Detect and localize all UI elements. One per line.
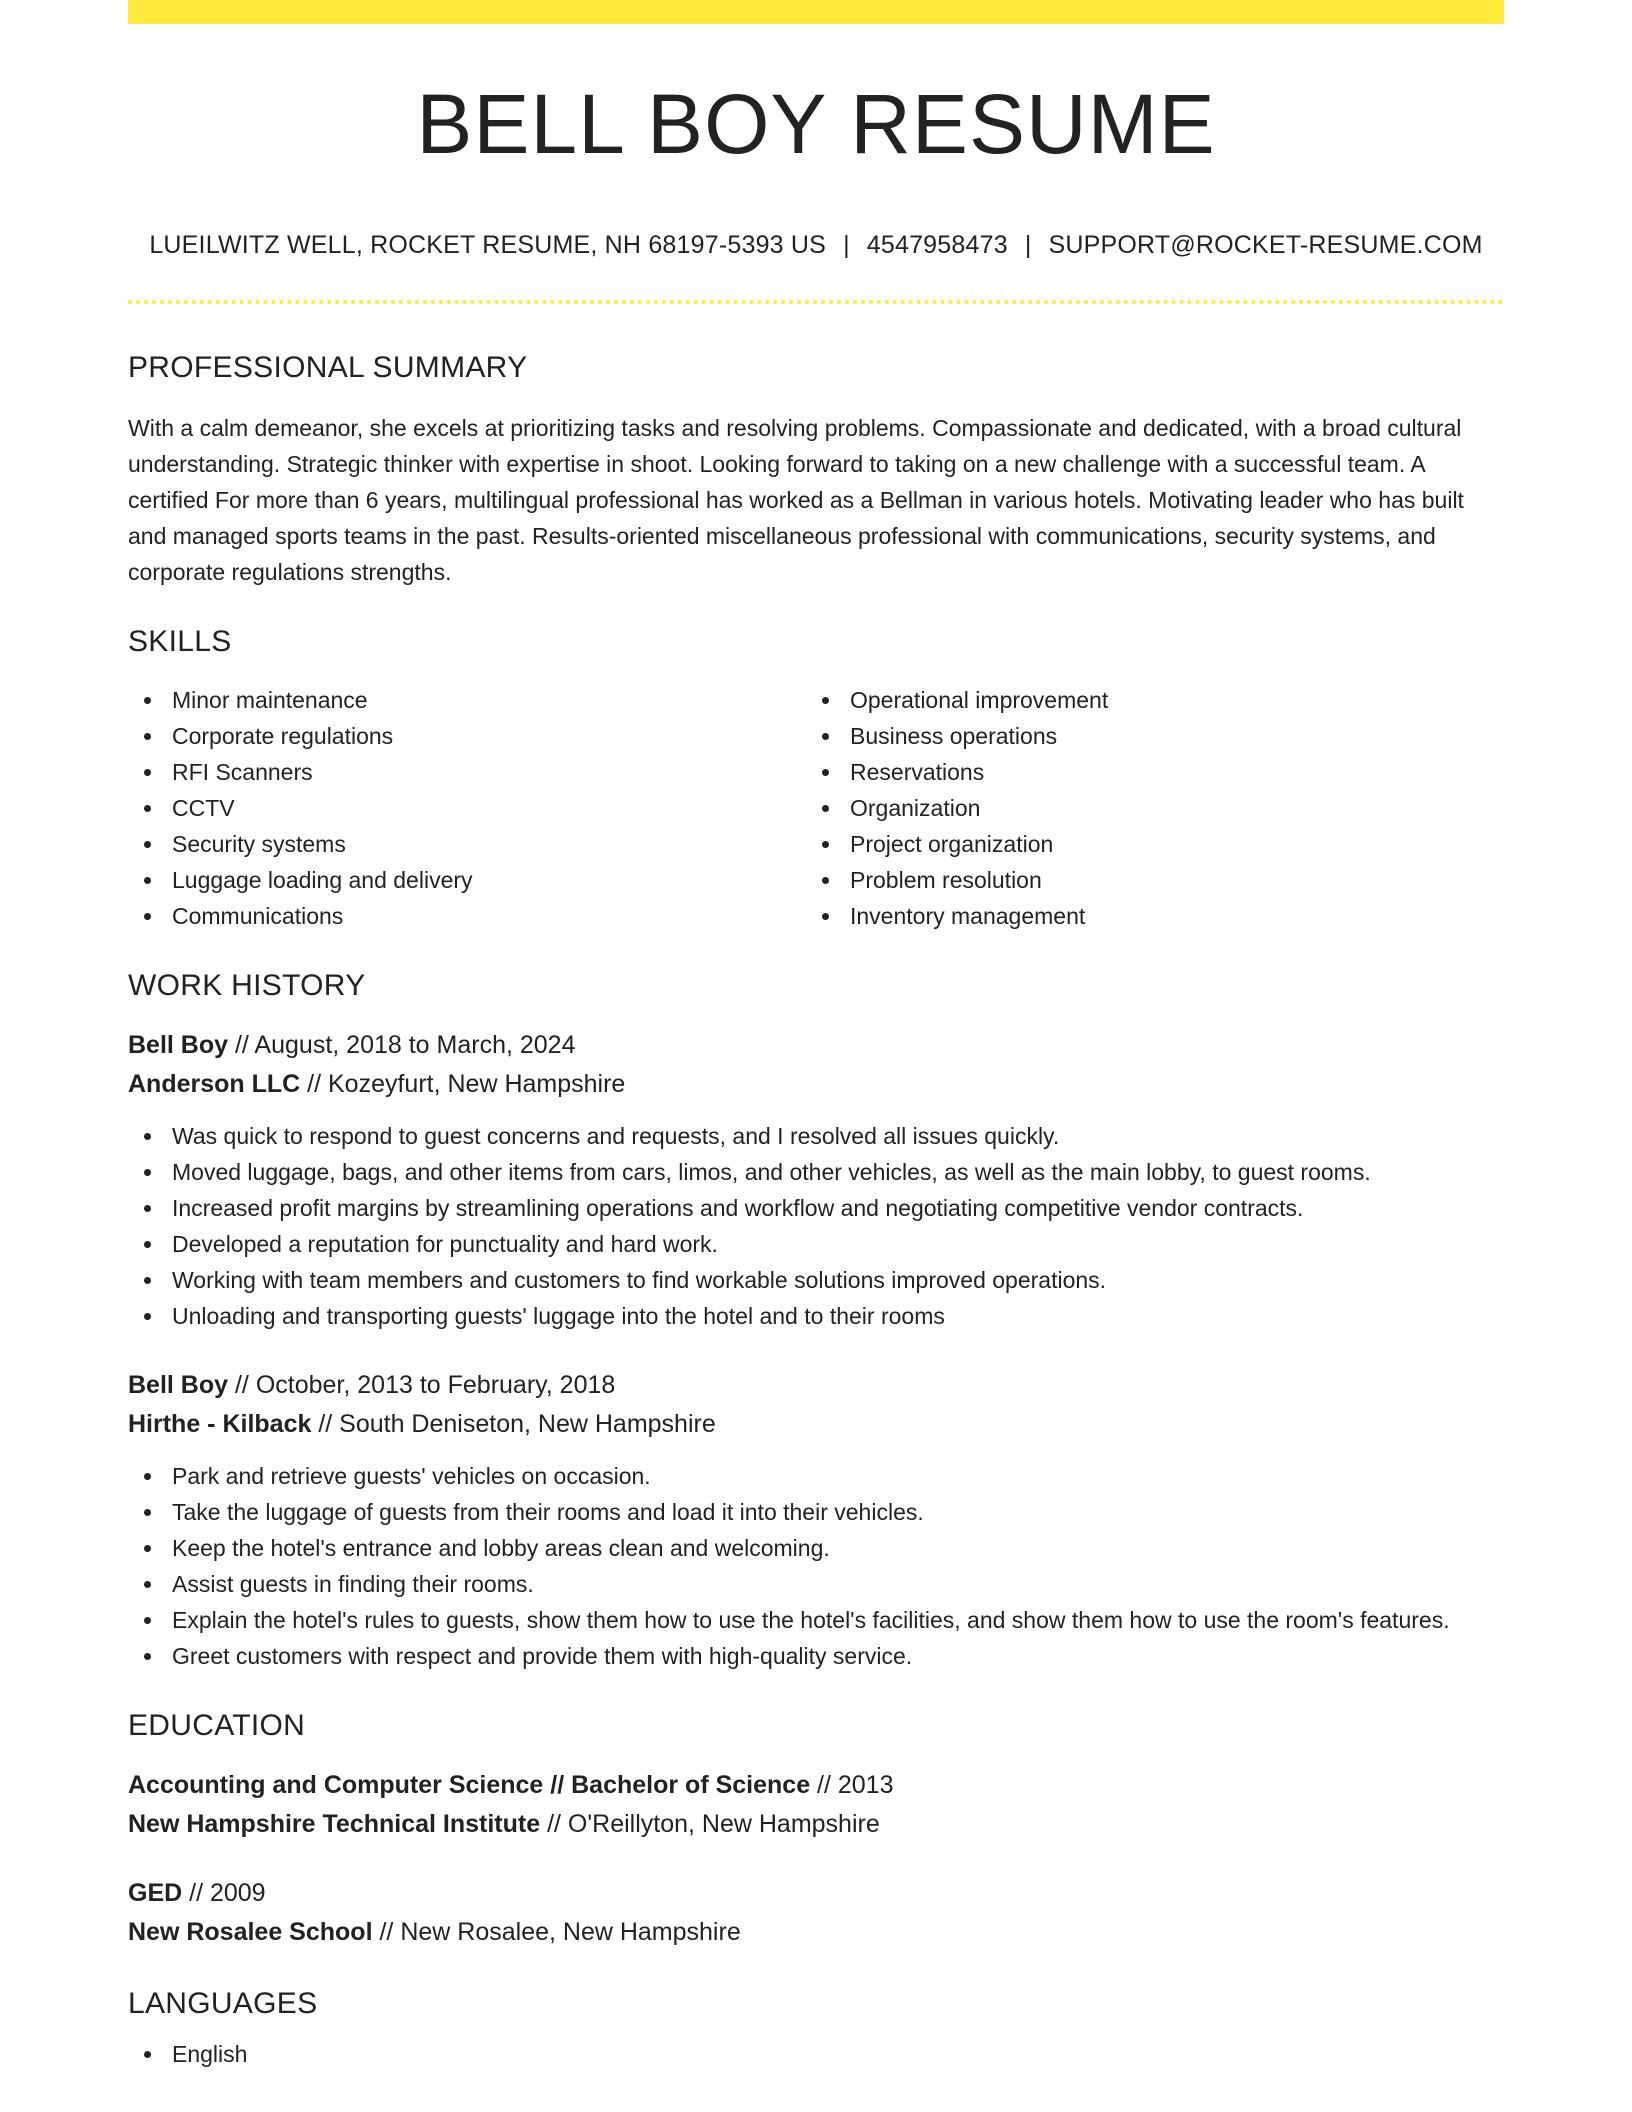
skill-item: Business operations [806,718,1484,754]
skills-heading: SKILLS [128,625,232,658]
skill-item: CCTV [128,790,806,826]
language-item: English [128,2036,1504,2072]
job-duty: Assist guests in finding their rooms. [128,1566,1504,1602]
job-duty: Greet customers with respect and provide them with high-quality service. [128,1638,1504,1674]
job-company: Hirthe - Kilback [128,1410,312,1438]
job-dates: // October, 2013 to February, 2018 [228,1371,616,1399]
job-duty: Keep the hotel's entrance and lobby areas clean and welcoming. [128,1530,1504,1566]
education-heading: EDUCATION [128,1709,306,1742]
skill-item: Corporate regulations [128,718,806,754]
job-duty: Working with team members and customers to find workable solutions improved operations. [128,1262,1504,1298]
contact-phone: 4547958473 [866,231,1008,259]
job-title-line [128,1366,1504,1405]
education-entry [128,1874,1504,1952]
skill-item: Operational improvement [806,682,1484,718]
job-duties-list [128,1118,1504,1334]
job-title: Bell Boy [128,1371,229,1399]
resume-title: BELL BOY RESUME [416,77,1216,171]
education-year: // 2013 [810,1771,894,1799]
job-entry [128,1026,1504,1334]
contact-separator: | [1024,231,1032,259]
job-company-line [128,1065,1504,1104]
education-school: New Hampshire Technical Institute [128,1810,541,1838]
job-duty: Take the luggage of guests from their rooms and load it into their vehicles. [128,1494,1504,1530]
job-duty: Explain the hotel's rules to guests, show them how to use the hotel's facilities, and show them how to use the room's features. [128,1602,1504,1638]
education-entry [128,1766,1504,1844]
skill-item: Communications [128,898,806,934]
education-degree: Accounting and Computer Science // Bachelor of Science [128,1771,811,1799]
education-school: New Rosalee School [128,1918,373,1946]
job-duty: Developed a reputation for punctuality and hard work. [128,1226,1504,1262]
contact-separator: | [843,231,850,259]
skill-item: Problem resolution [806,862,1484,898]
resume-content [128,24,1504,2072]
education-degree-line [128,1874,1504,1913]
contact-line [128,230,1504,260]
languages-heading: LANGUAGES [128,1987,318,2020]
skill-item: RFI Scanners [128,754,806,790]
summary-heading: PROFESSIONAL SUMMARY [128,351,528,384]
skills-columns [128,682,1504,934]
education-location: // O'Reillyton, New Hampshire [540,1810,880,1838]
contact-email: SUPPORT@ROCKET-RESUME.COM [1048,231,1483,259]
job-duty: Moved luggage, bags, and other items from cars, limos, and other vehicles, as well as the main lobby, to guest rooms. [128,1154,1504,1190]
skill-item: Inventory management [806,898,1484,934]
skill-item: Luggage loading and delivery [128,862,806,898]
accent-bar [128,0,1504,24]
job-duty: Increased profit margins by streamlining operations and workflow and negotiating competitive vendor contracts. [128,1190,1504,1226]
job-title-line [128,1026,1504,1065]
contact-address: LUEILWITZ WELL, ROCKET RESUME, NH 68197-5393 US [149,231,827,259]
job-duty: Was quick to respond to guest concerns and requests, and I resolved all issues quickly. [128,1118,1504,1154]
job-dates: // August, 2018 to March, 2024 [228,1031,576,1059]
job-company: Anderson LLC [128,1070,301,1098]
job-entry [128,1366,1504,1674]
education-location: // New Rosalee, New Hampshire [372,1918,741,1946]
skill-item: Reservations [806,754,1484,790]
summary-text: With a calm demeanor, she excels at prioritizing tasks and resolving problems. Compassionate and dedicated, with a broad cultural understanding. Strategic thinker with expertise in shoot. Looking forward to taking on a new challenge with a successful team. A certified For more than 6 years, multilingual professional has worked as a Bellman in various hotels. Motivating leader who has built and managed sports teams in the past. Results-oriented miscellaneous professional with communications, security systems, and corporate regulations strengths. [128,415,1464,585]
education-school-line [128,1913,1504,1952]
dotted-divider [128,300,1504,304]
job-location: // Kozeyfurt, New Hampshire [300,1070,626,1098]
job-company-line [128,1405,1504,1444]
job-duties-list [128,1458,1504,1674]
skill-item: Organization [806,790,1484,826]
skill-item: Security systems [128,826,806,862]
job-duty: Unloading and transporting guests' luggage into the hotel and to their rooms [128,1298,1504,1334]
languages-list [128,2036,1504,2072]
job-duty: Park and retrieve guests' vehicles on occasion. [128,1458,1504,1494]
skills-list-right [806,682,1484,934]
education-school-line [128,1805,1504,1844]
skill-item: Minor maintenance [128,682,806,718]
skill-item: Project organization [806,826,1484,862]
skills-list-left [128,682,806,934]
job-title: Bell Boy [128,1031,229,1059]
work-history-heading: WORK HISTORY [128,969,366,1002]
education-year: // 2009 [182,1879,266,1907]
education-degree-line [128,1766,1504,1805]
education-degree: GED [128,1879,183,1907]
job-location: // South Deniseton, New Hampshire [311,1410,716,1438]
